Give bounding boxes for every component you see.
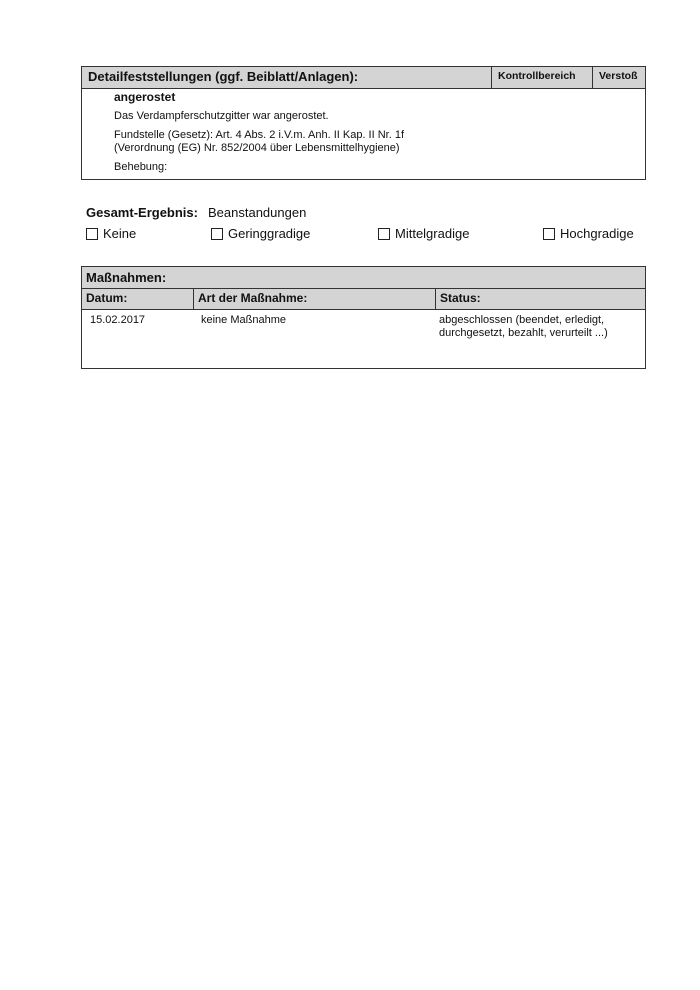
measures-table — [81, 266, 646, 369]
checkbox-none[interactable] — [86, 228, 98, 240]
measure-status-line2: durchgesetzt, bezahlt, verurteilt ...) — [439, 327, 608, 339]
severity-option-moderate[interactable] — [378, 226, 469, 241]
column-header-date: Datum: — [86, 291, 128, 305]
checkbox-severe[interactable] — [543, 228, 555, 240]
measures-heading: Maßnahmen: — [82, 267, 645, 289]
checkbox-moderate[interactable] — [378, 228, 390, 240]
measure-date: 15.02.2017 — [90, 314, 146, 326]
severity-option-label: Hochgradige — [560, 226, 634, 241]
overall-result-label: Gesamt-Ergebnis: — [86, 205, 198, 220]
measure-status-line1: abgeschlossen (beendet, erledigt, — [439, 314, 605, 326]
detail-findings-body — [82, 89, 645, 174]
control-area-column-header: Kontrollbereich — [491, 67, 592, 88]
severity-option-label: Geringgradige — [228, 226, 311, 241]
detail-findings-heading: Detailfeststellungen (ggf. Beiblatt/Anlagen): — [88, 69, 359, 84]
overall-result — [86, 205, 646, 246]
remedy-label: Behebung: — [114, 161, 168, 173]
measure-status — [437, 314, 645, 340]
table-row — [82, 310, 645, 340]
measure-type: keine Maßnahme — [201, 314, 286, 326]
finding-text: Das Verdampferschutzgitter war angerostet. — [114, 110, 329, 122]
violation-column-header: Verstoß — [592, 67, 645, 88]
severity-option-label: Mittelgradige — [395, 226, 470, 241]
detail-findings-box — [81, 66, 646, 180]
column-header-measure-type: Art der Maßnahme: — [193, 289, 435, 309]
severity-checkboxes — [86, 226, 646, 246]
severity-option-minor[interactable] — [211, 226, 310, 241]
detail-findings-header — [82, 67, 645, 89]
finding-title: angerostet — [114, 90, 176, 104]
overall-result-value: Beanstandungen — [208, 205, 307, 220]
checkbox-minor[interactable] — [211, 228, 223, 240]
legal-reference-line2: (Verordnung (EG) Nr. 852/2004 über Lebensmittelhygiene) — [114, 142, 400, 154]
severity-option-label: Keine — [103, 226, 137, 241]
severity-option-none[interactable] — [86, 226, 136, 241]
measures-column-headers — [82, 289, 645, 310]
severity-option-severe[interactable] — [543, 226, 634, 241]
legal-reference-line1: Fundstelle (Gesetz): Art. 4 Abs. 2 i.V.m. Anh. II Kap. II Nr. 1f — [114, 129, 405, 141]
column-header-status: Status: — [435, 289, 645, 309]
